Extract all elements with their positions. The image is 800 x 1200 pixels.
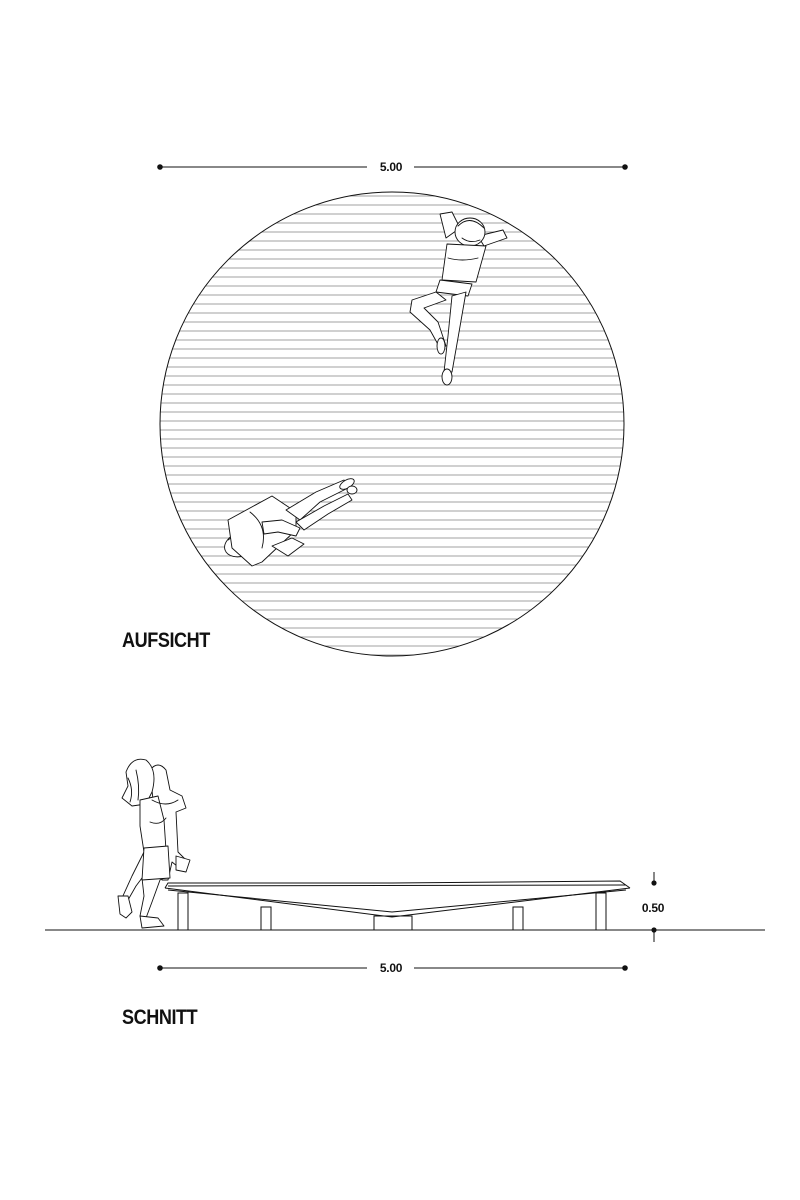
plan-view bbox=[150, 160, 640, 656]
plan-width-dimension-text: 5.00 bbox=[379, 160, 403, 174]
dimension-end-dot bbox=[622, 965, 628, 971]
person-lying-top-view-2 bbox=[221, 477, 357, 566]
dimension-end-dot bbox=[622, 164, 628, 170]
height-dimension-text: 0.50 bbox=[641, 901, 665, 915]
platform-section bbox=[165, 881, 630, 930]
section-width-dimension bbox=[157, 961, 628, 975]
plan-width-dimension bbox=[157, 160, 628, 174]
people-standing-silhouette bbox=[118, 759, 190, 928]
plan-view-title: AUFSICHT bbox=[122, 629, 210, 652]
dimension-end-dot bbox=[651, 880, 656, 885]
dimension-end-dot bbox=[651, 927, 656, 932]
section-width-dimension-text: 5.00 bbox=[379, 961, 403, 975]
dimension-end-dot bbox=[157, 965, 163, 971]
circular-platform bbox=[150, 192, 640, 656]
height-dimension bbox=[642, 872, 665, 942]
section-view-title: SCHNITT bbox=[122, 1006, 198, 1029]
section-view bbox=[45, 759, 765, 975]
dimension-end-dot bbox=[157, 164, 163, 170]
person-lying-top-view-1 bbox=[410, 212, 507, 385]
